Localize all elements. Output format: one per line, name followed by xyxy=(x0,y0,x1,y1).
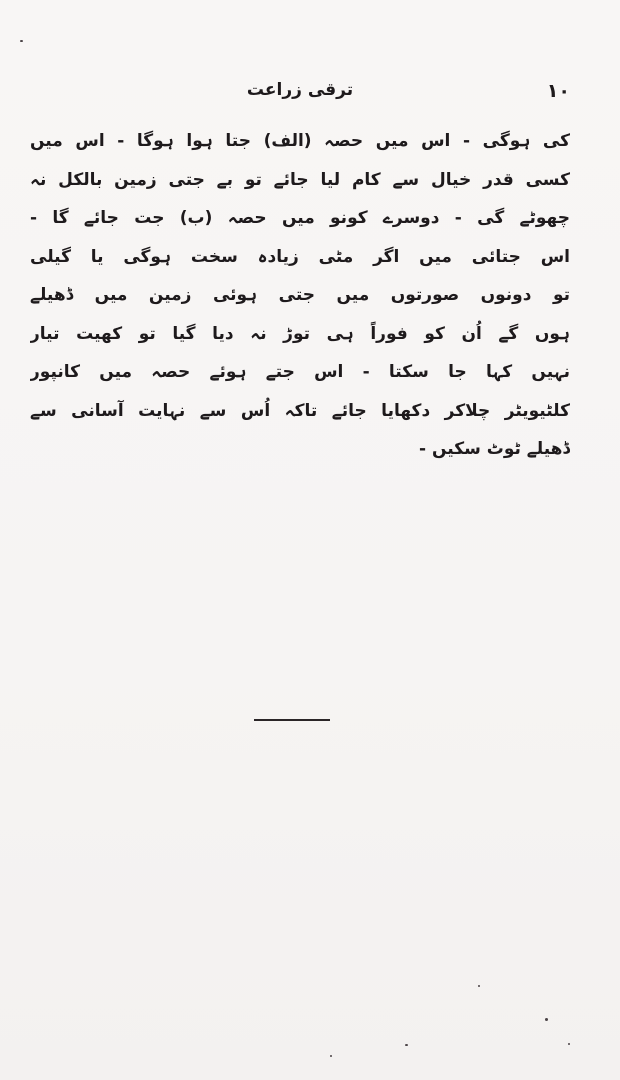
paper-speck xyxy=(20,40,23,42)
text-line: نہیں کہا جا سکتا - اس جتے ہوئے حصہ میں کانپور xyxy=(30,362,570,382)
paper-speck xyxy=(330,1055,332,1057)
page-header xyxy=(30,80,570,110)
text-line: کی ہوگی - اس میں حصہ (الف) جتا ہوا ہوگا - اس میں xyxy=(30,131,570,151)
running-title: ترقی زراعت xyxy=(246,80,354,100)
text-line: اس جتائی میں اگر مٹی زیادہ سخت ہوگی یا گیلی xyxy=(30,246,570,267)
paper-speck xyxy=(545,1018,548,1021)
text-line: تو دونوں صورتوں میں جتی ہوئی زمین میں ڈھیلے xyxy=(30,285,570,305)
body-text xyxy=(30,122,570,469)
paper-speck xyxy=(478,985,480,987)
section-end-rule xyxy=(254,719,330,721)
paper-speck xyxy=(405,1044,408,1046)
paper-speck xyxy=(568,1043,570,1045)
text-line: ہوں گے اُن کو فوراً ہی توڑ نہ دیا گیا تو کھیت تیار xyxy=(30,323,570,344)
text-line: کسی قدر خیال سے کام لیا جائے تو بے جتی زمین بالکل نہ xyxy=(30,169,570,190)
text-line: ڈھیلے ٹوٹ سکیں - xyxy=(419,439,570,459)
text-line: کلٹیویٹر چلاکر دکھایا جائے تاکہ اُس سے نہایت آسانی سے xyxy=(30,400,570,421)
page-number: ۱۰ xyxy=(546,80,570,102)
text-line: چھوٹے گی - دوسرے کونو میں حصہ (ب) جت جائے گا - xyxy=(30,208,570,228)
